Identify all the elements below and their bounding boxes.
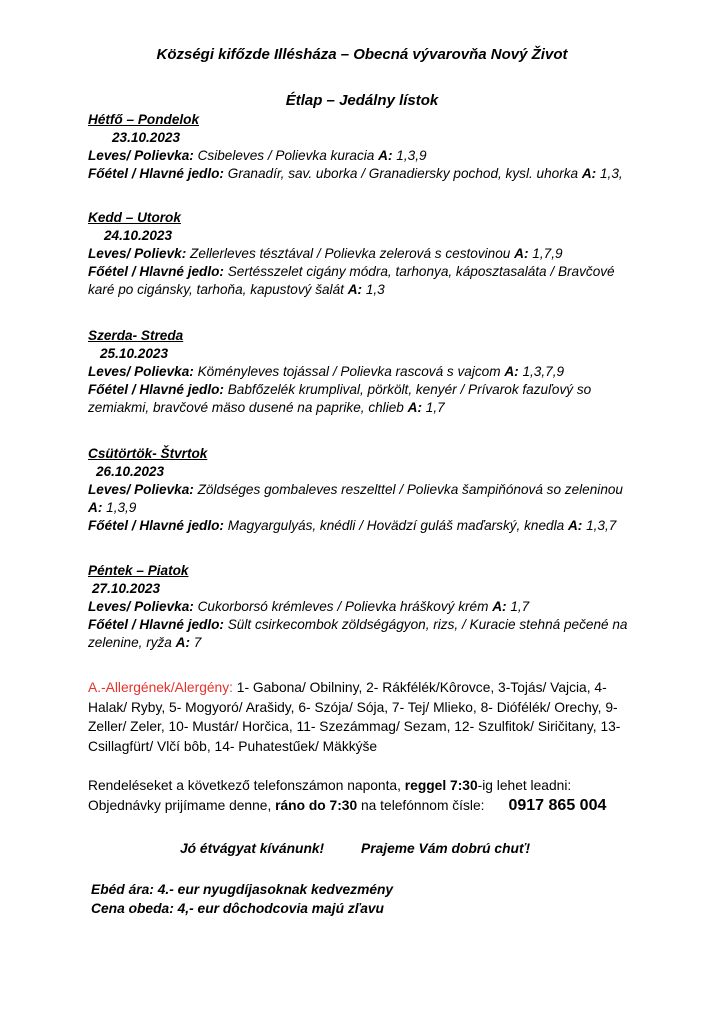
day-thursday [88,445,633,535]
soup-text: Zöldséges gombaleves reszelttel / Polievka šampiňónová so zeleninou [193,482,623,497]
day-date: 25.10.2023 [100,346,169,361]
order-sk-text-end: na telefónnom čísle: [357,798,485,813]
main-text: Babfőzelék krumplival, pörkölt, kenyér / Prívarok fazuľový so zemiakmi, bravčové mäso dusené na paprike, chlieb [88,382,592,415]
soup-line [88,245,633,263]
price-sk: Cena obeda: 4,- eur dôchodcovia majú zľavu [91,901,384,916]
order-hu-text: Rendeléseket a következő telefonszámon naponta, [88,778,405,793]
wish-hu: Jó étvágyat kívánunk! [180,841,325,856]
allergen-list: 1- Gabona/ Obilniny, 2- Rákfélék/Kôrovce, 3-Tojás/ Vajcia, 4- Halak/ Ryby, 5- Mogyoró/ Arašidy, 6- Szója/ Sója, 7- Tej/ Mlieko, 8- Diófélék/ Orechy, 9- Zeller/ Zeler, 10- Mustár/ Horčica, 11- Szezámmag/ Sezam, 12- Szulfitok/ Siričitany, 13- Csillagfürt/ Vlčí bôb, 14- Puhatestűek/ Mäkkýše [88,680,621,754]
order-info [88,776,648,816]
soup-allergen-label: A: [378,148,393,163]
order-hu-time: reggel 7:30 [404,778,478,793]
day-friday [88,562,633,652]
main-allergens: 1,3 [362,282,385,297]
day-wednesday [88,327,633,417]
soup-label: Leves/ Polievka: [88,482,194,497]
main-allergen-label: A: [567,518,583,533]
soup-allergen-label: A: [88,500,103,515]
soup-label: Leves/ Polievka: [88,148,194,163]
day-name: Kedd – Utorok [88,210,181,225]
wish-sk: Prajeme Vám dobrú chuť! [361,841,531,856]
order-sk-text: Objednávky prijímame denne, [88,798,276,813]
soup-allergens: 1,3,9 [392,148,427,163]
soup-line [88,481,633,517]
day-date: 23.10.2023 [112,130,181,145]
soup-text: Zellerleves tésztával / Polievka zelerová s cestovinou [186,246,515,261]
day-name: Szerda- Streda [88,328,184,343]
soup-text: Köményleves tojással / Polievka rascová s vajcom [193,364,505,379]
main-allergens: 7 [190,635,202,650]
menu-subtitle: Étlap – Jedálny lístok [285,92,439,109]
day-name: Csütörtök- Štvrtok [88,446,208,461]
main-allergens: 1,3,7 [582,518,617,533]
day-tuesday [88,209,633,299]
main-label: Főétel / Hlavné jedlo: [88,382,224,397]
main-label: Főétel / Hlavné jedlo: [88,518,224,533]
main-text: Sertésszelet cigány módra, tarhonya, káposztasaláta / Bravčové karé po cigánsky, tarhoňa, kapustový šalát [88,264,615,297]
soup-allergen-label: A: [514,246,529,261]
lunch-price [91,880,393,918]
soup-allergens: 1,7 [506,599,530,614]
main-allergen-label: A: [175,635,191,650]
order-sk-time: ráno do 7:30 [275,798,358,813]
soup-allergen-label: A: [492,599,507,614]
soup-allergen-label: A: [504,364,519,379]
day-name: Péntek – Piatok [88,563,189,578]
day-monday [88,111,633,183]
main-text: Sült csirkecombok zöldségágyon, rizs, / Kuracie stehná pečené na zelenine, ryža [88,617,628,650]
main-allergen-label: A: [581,166,597,181]
day-date: 24.10.2023 [104,228,173,243]
main-text: Magyargulyás, knédli / Hovädzí guláš maďarský, knedla [223,518,568,533]
price-hu: Ebéd ára: 4.- eur nyugdíjasoknak kedvezmény [91,882,394,897]
soup-text: Cukorborsó krémleves / Polievka hráškový krém [193,599,493,614]
soup-line [88,147,633,165]
allergen-legend [88,678,648,756]
main-line [88,381,633,417]
main-label: Főétel / Hlavné jedlo: [88,166,224,181]
soup-line [88,363,633,381]
main-label: Főétel / Hlavné jedlo: [88,264,224,279]
main-allergen-label: A: [347,282,363,297]
allergen-heading: A.-Allergének/Alergény: [88,680,233,695]
soup-allergens: 1,3,9 [102,500,137,515]
main-line [88,165,633,183]
main-line [88,616,633,652]
day-date: 27.10.2023 [92,581,161,596]
order-hu-text-end: -ig lehet leadni: [477,778,572,793]
soup-line [88,598,633,616]
order-line-sk [88,796,648,816]
soup-label: Leves/ Polievka: [88,599,194,614]
page-title: Községi kifőzde Illésháza – Obecná vývarovňa Nový Život [156,46,568,63]
main-line [88,263,633,299]
main-allergens: 1,7 [421,400,445,415]
main-text: Granadír, sav. uborka / Granadiersky pochod, kysl. uhorka [223,166,582,181]
main-line [88,517,633,535]
soup-text: Csibeleves / Polievka kuracia [193,148,379,163]
main-allergen-label: A: [407,400,422,415]
main-label: Főétel / Hlavné jedlo: [88,617,224,632]
soup-label: Leves/ Polievka: [88,364,194,379]
order-line-hu [88,776,648,796]
day-date: 26.10.2023 [96,464,165,479]
soup-allergens: 1,7,9 [528,246,563,261]
soup-allergens: 1,3,7,9 [518,364,565,379]
soup-label: Leves/ Polievk: [88,246,187,261]
main-allergens: 1,3, [596,166,623,181]
phone-number: 0917 865 004 [508,797,607,814]
day-name: Hétfő – Pondelok [88,112,200,127]
